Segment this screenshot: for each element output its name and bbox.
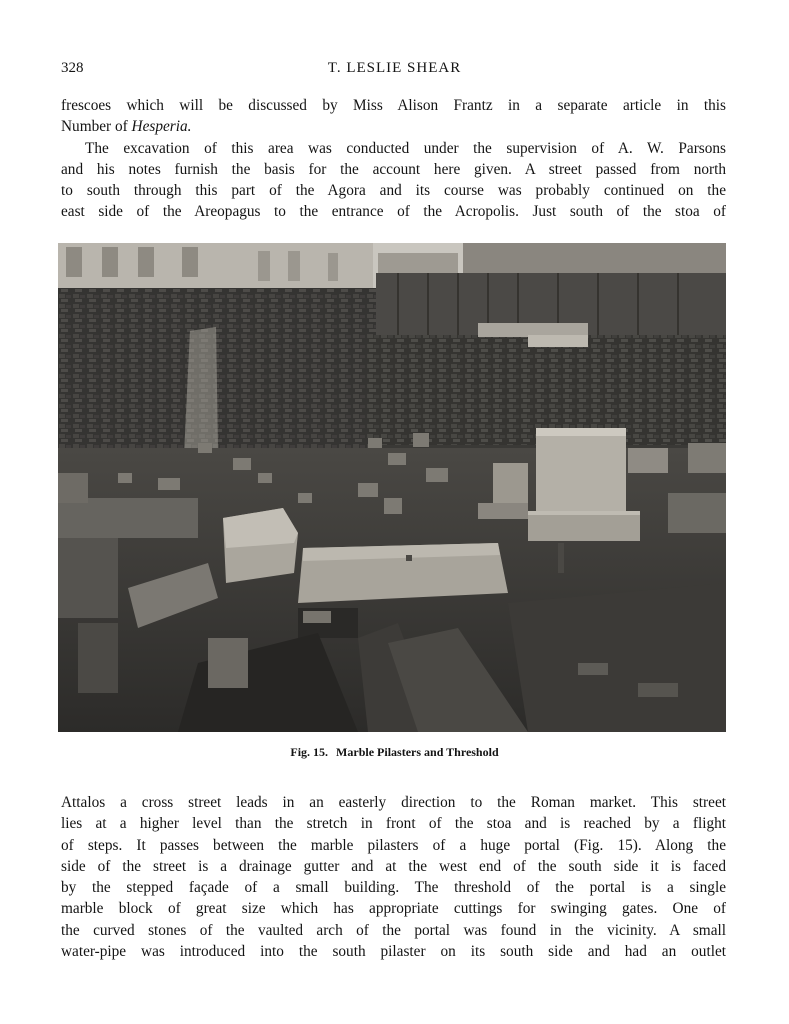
text-line: lies at a higher level than the stretch in front of the stoa and is reached by a flight [61, 815, 726, 833]
page-header [61, 60, 728, 82]
text-line: to south through this part of the Agora and its course was probably continued on the [61, 182, 726, 200]
text-line: side of the street is a drainage gutter and at the west end of the south side it is faced [61, 857, 726, 875]
body-text-top [61, 95, 726, 223]
excavation-photograph [58, 243, 726, 732]
text-line-part: Number of [61, 118, 128, 136]
figure-label: Fig. 15. [290, 745, 329, 759]
figure-caption [0, 745, 789, 760]
text-line: by the stepped façade of a small building. The threshold of the portal is a single [61, 879, 726, 897]
text-line [61, 116, 726, 137]
journal-title: Hesperia. [131, 118, 192, 136]
text-line: The excavation of this area was conducted under the supervision of A. W. Parsons [85, 139, 726, 157]
text-line: frescoes which will be discussed by Miss Alison Frantz in a separate article in this [61, 97, 726, 114]
text-line: and his notes furnish the basis for the account here given. A street passed from north [61, 160, 726, 178]
text-line: of steps. It passes between the marble pilasters of a huge portal (Fig. 15). Along the [61, 836, 726, 854]
text-line: marble block of great size which has appropriate cuttings for swinging gates. One of [61, 900, 726, 918]
running-head: T. LESLIE SHEAR [327, 60, 462, 76]
figure-caption-text: Marble Pilasters and Threshold [336, 745, 499, 759]
text-line: east side of the Areopagus to the entrance of the Acropolis. Just south of the stoa of [61, 203, 726, 221]
photo-rendering [58, 243, 726, 732]
text-line: water-pipe was introduced into the south pilaster on its south side and had an outlet [61, 943, 726, 961]
body-text-bottom [61, 792, 726, 962]
text-line: the curved stones of the vaulted arch of the portal was found in the vicinity. A small [61, 921, 726, 939]
page-number: 328 [61, 60, 84, 76]
text-line: Attalos a cross street leads in an easterly direction to the Roman market. This street [61, 794, 726, 811]
